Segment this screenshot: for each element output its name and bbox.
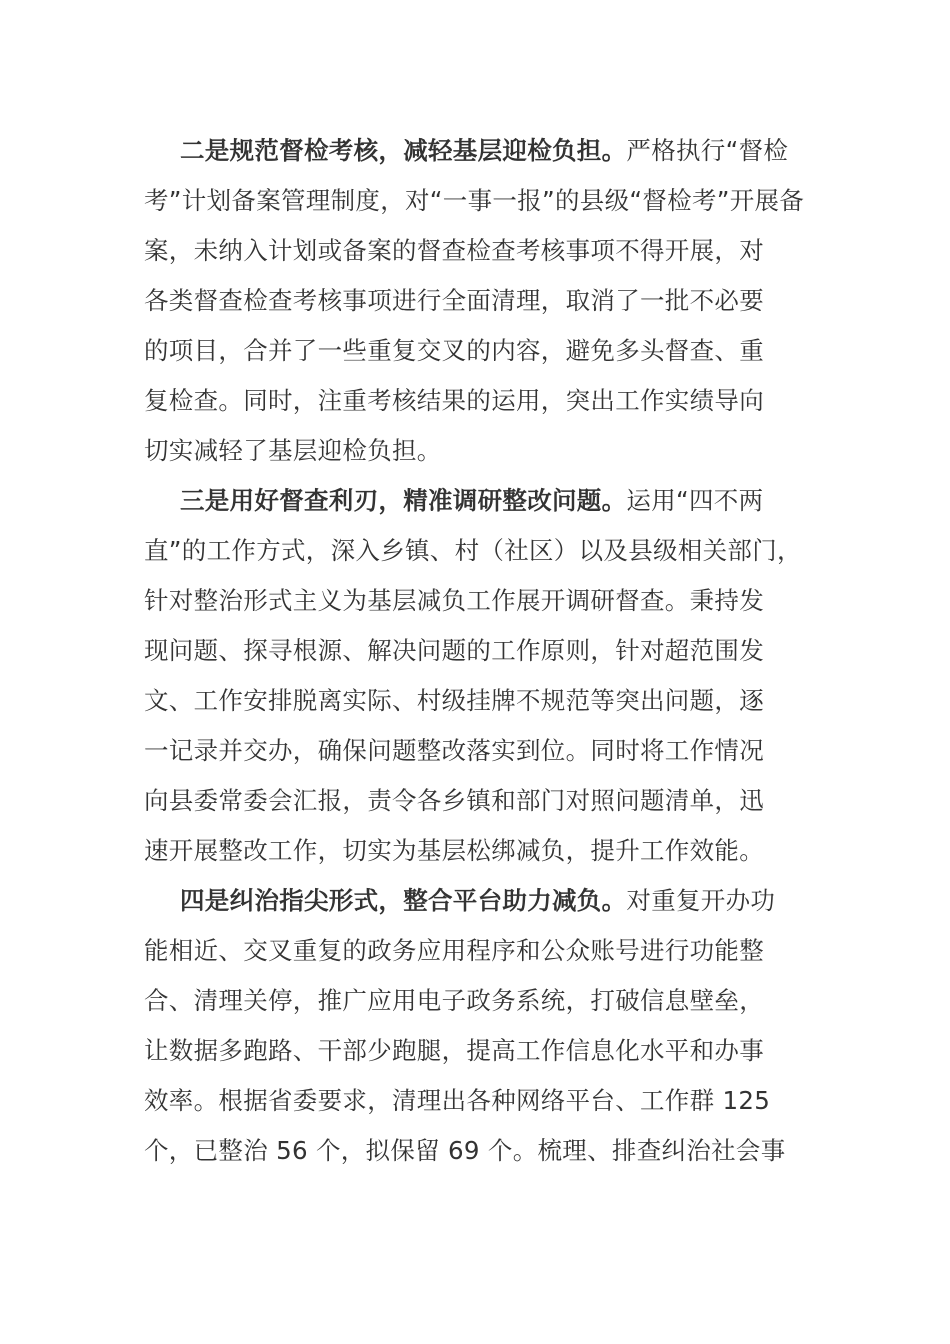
paragraph-lead: 二是规范督检考核，减轻基层迎检负担。 <box>180 136 627 165</box>
document-body <box>144 126 808 1176</box>
paragraph-text: 严格执行“督检 考”计划备案管理制度，对“一事一报”的县级“督检考”开展备 案，未纳入计划或备案的督查检查考核事项不得开展，对 各类督查检查考核事项进行全面清理，取消了一批不必要 的项目，合并了一些重复交叉的内容，避免多头督查、重 复检查。同时，注重考核结果的运用，突出工作实绩导向 切实减轻了基层迎检负担。 <box>144 136 805 465</box>
paragraph-text: 运用“四不两 直”的工作方式，深入乡镇、村（社区）以及县级相关部门， 针对整治形式主义为基层减负工作展开调研督查。秉持发 现问题、探寻根源、解决问题的工作原则，针对超范围发 文、工作安排脱离实际、村级挂牌不规范等突出问题，逐 一记录并交办，确保问题整改落实到位。同时将工作情况 向县委常委会汇报，责令各乡镇和部门对照问题清单，迅 速开展整改工作，切实为基层松绑减负，提升工作效能。 <box>144 486 802 865</box>
paragraph-lead: 三是用好督查利刃，精准调研整改问题。 <box>180 486 627 515</box>
paragraph-lead: 四是纠治指尖形式，整合平台助力减负。 <box>180 886 627 915</box>
paragraph-digital-formalism <box>144 876 808 1176</box>
paragraph-supervision-assessment <box>144 126 808 476</box>
paragraph-text: 对重复开办功 能相近、交叉重复的政务应用程序和公众账号进行功能整 合、清理关停，推广应用电子政务系统，打破信息壁垒， 让数据多跑路、干部少跑腿，提高工作信息化水平和办事 效率。根据省委要求，清理出各种网络平台、工作群 125 个，已整治 56 个，拟保留 69 个。梳理、排查纠治社会事 <box>144 886 786 1165</box>
paragraph-supervision-research <box>144 476 808 876</box>
